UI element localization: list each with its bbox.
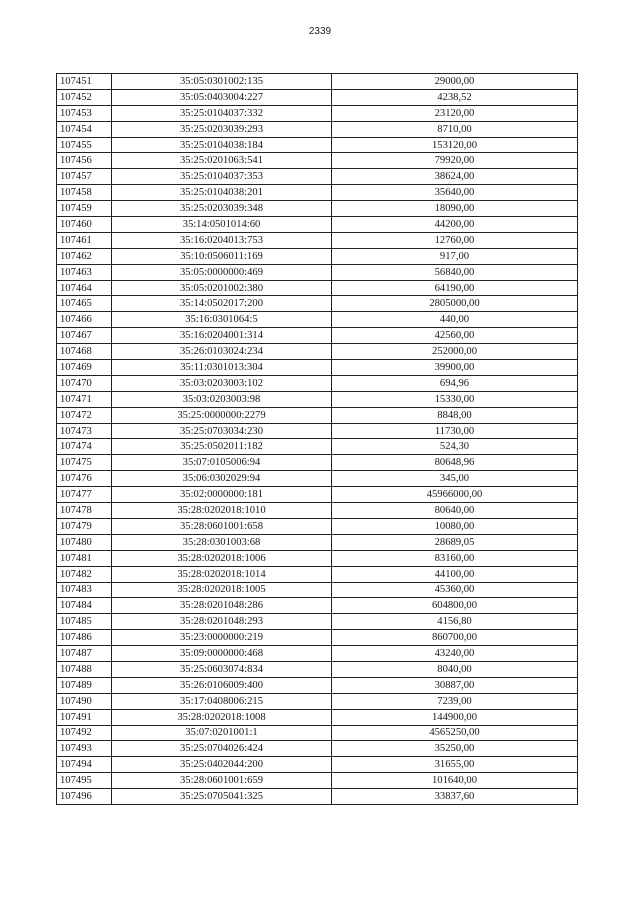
table-row <box>57 550 578 566</box>
table-row <box>57 677 578 693</box>
value-cell: 33837,60 <box>332 789 578 805</box>
table-row <box>57 137 578 153</box>
table-row <box>57 296 578 312</box>
cadastral-number-cell: 35:28:0601001:658 <box>112 518 332 534</box>
table-row <box>57 248 578 264</box>
cadastral-number-cell: 35:07:0105006:94 <box>112 455 332 471</box>
row-number-cell: 107473 <box>57 423 112 439</box>
table-row <box>57 423 578 439</box>
value-cell: 8040,00 <box>332 661 578 677</box>
table-row <box>57 614 578 630</box>
table-row <box>57 566 578 582</box>
value-cell: 39900,00 <box>332 360 578 376</box>
cadastral-number-cell: 35:25:0000000:2279 <box>112 407 332 423</box>
row-number-cell: 107493 <box>57 741 112 757</box>
value-cell: 917,00 <box>332 248 578 264</box>
value-cell: 345,00 <box>332 471 578 487</box>
value-cell: 80648,96 <box>332 455 578 471</box>
table-row <box>57 773 578 789</box>
cadastral-number-cell: 35:25:0402044:200 <box>112 757 332 773</box>
cadastral-number-cell: 35:25:0201063:541 <box>112 153 332 169</box>
row-number-cell: 107469 <box>57 360 112 376</box>
table-row <box>57 360 578 376</box>
table-row <box>57 741 578 757</box>
table-row <box>57 344 578 360</box>
row-number-cell: 107495 <box>57 773 112 789</box>
row-number-cell: 107463 <box>57 264 112 280</box>
row-number-cell: 107491 <box>57 709 112 725</box>
cadastral-number-cell: 35:02:0000000:181 <box>112 487 332 503</box>
row-number-cell: 107480 <box>57 534 112 550</box>
value-cell: 4238,52 <box>332 89 578 105</box>
row-number-cell: 107475 <box>57 455 112 471</box>
cadastral-number-cell: 35:25:0104038:201 <box>112 185 332 201</box>
row-number-cell: 107479 <box>57 518 112 534</box>
cadastral-number-cell: 35:05:0201002:380 <box>112 280 332 296</box>
row-number-cell: 107496 <box>57 789 112 805</box>
row-number-cell: 107494 <box>57 757 112 773</box>
value-cell: 43240,00 <box>332 646 578 662</box>
row-number-cell: 107472 <box>57 407 112 423</box>
value-cell: 604800,00 <box>332 598 578 614</box>
row-number-cell: 107484 <box>57 598 112 614</box>
cadastral-number-cell: 35:14:0501014:60 <box>112 217 332 233</box>
value-cell: 80640,00 <box>332 503 578 519</box>
row-number-cell: 107477 <box>57 487 112 503</box>
value-cell: 153120,00 <box>332 137 578 153</box>
table-row <box>57 725 578 741</box>
row-number-cell: 107486 <box>57 630 112 646</box>
table-row <box>57 534 578 550</box>
value-cell: 30887,00 <box>332 677 578 693</box>
table-row <box>57 217 578 233</box>
table-row <box>57 153 578 169</box>
row-number-cell: 107478 <box>57 503 112 519</box>
table-row <box>57 280 578 296</box>
row-number-cell: 107453 <box>57 105 112 121</box>
cadastral-number-cell: 35:06:0302029:94 <box>112 471 332 487</box>
table-row <box>57 121 578 137</box>
table-row <box>57 630 578 646</box>
table-row <box>57 407 578 423</box>
row-number-cell: 107489 <box>57 677 112 693</box>
row-number-cell: 107457 <box>57 169 112 185</box>
cadastral-number-cell: 35:25:0603074:834 <box>112 661 332 677</box>
cadastral-number-cell: 35:25:0104037:353 <box>112 169 332 185</box>
cadastral-number-cell: 35:03:0203003:98 <box>112 391 332 407</box>
cadastral-number-cell: 35:25:0705041:325 <box>112 789 332 805</box>
cadastral-number-cell: 35:11:0301013:304 <box>112 360 332 376</box>
cadastral-number-cell: 35:17:0408006:215 <box>112 693 332 709</box>
row-number-cell: 107454 <box>57 121 112 137</box>
value-cell: 44100,00 <box>332 566 578 582</box>
cadastral-number-cell: 35:07:0201001:1 <box>112 725 332 741</box>
row-number-cell: 107458 <box>57 185 112 201</box>
row-number-cell: 107488 <box>57 661 112 677</box>
cadastral-number-cell: 35:28:0202018:1014 <box>112 566 332 582</box>
table-row <box>57 375 578 391</box>
row-number-cell: 107476 <box>57 471 112 487</box>
cadastral-number-cell: 35:05:0301002:135 <box>112 74 332 90</box>
value-cell: 38624,00 <box>332 169 578 185</box>
row-number-cell: 107462 <box>57 248 112 264</box>
table-row <box>57 455 578 471</box>
row-number-cell: 107474 <box>57 439 112 455</box>
value-cell: 35250,00 <box>332 741 578 757</box>
value-cell: 31655,00 <box>332 757 578 773</box>
cadastral-number-cell: 35:16:0204013:753 <box>112 232 332 248</box>
value-cell: 35640,00 <box>332 185 578 201</box>
row-number-cell: 107481 <box>57 550 112 566</box>
value-cell: 79920,00 <box>332 153 578 169</box>
value-cell: 83160,00 <box>332 550 578 566</box>
registry-table-body <box>57 74 578 805</box>
value-cell: 15330,00 <box>332 391 578 407</box>
row-number-cell: 107482 <box>57 566 112 582</box>
table-row <box>57 646 578 662</box>
table-row <box>57 693 578 709</box>
table-row <box>57 105 578 121</box>
cadastral-number-cell: 35:09:0000000:468 <box>112 646 332 662</box>
table-row <box>57 582 578 598</box>
cadastral-number-cell: 35:05:0000000:469 <box>112 264 332 280</box>
row-number-cell: 107468 <box>57 344 112 360</box>
table-row <box>57 487 578 503</box>
value-cell: 23120,00 <box>332 105 578 121</box>
row-number-cell: 107483 <box>57 582 112 598</box>
cadastral-number-cell: 35:26:0106009:400 <box>112 677 332 693</box>
value-cell: 252000,00 <box>332 344 578 360</box>
cadastral-number-cell: 35:28:0201048:293 <box>112 614 332 630</box>
cadastral-number-cell: 35:16:0204001:314 <box>112 328 332 344</box>
row-number-cell: 107455 <box>57 137 112 153</box>
cadastral-number-cell: 35:28:0202018:1006 <box>112 550 332 566</box>
table-row <box>57 89 578 105</box>
cadastral-number-cell: 35:25:0703034:230 <box>112 423 332 439</box>
value-cell: 10080,00 <box>332 518 578 534</box>
table-row <box>57 185 578 201</box>
value-cell: 101640,00 <box>332 773 578 789</box>
cadastral-number-cell: 35:25:0203039:293 <box>112 121 332 137</box>
row-number-cell: 107492 <box>57 725 112 741</box>
row-number-cell: 107466 <box>57 312 112 328</box>
value-cell: 694,96 <box>332 375 578 391</box>
table-row <box>57 328 578 344</box>
cadastral-number-cell: 35:25:0502011:182 <box>112 439 332 455</box>
value-cell: 12760,00 <box>332 232 578 248</box>
value-cell: 28689,05 <box>332 534 578 550</box>
table-row <box>57 789 578 805</box>
value-cell: 29000,00 <box>332 74 578 90</box>
value-cell: 42560,00 <box>332 328 578 344</box>
table-row <box>57 312 578 328</box>
value-cell: 7239,00 <box>332 693 578 709</box>
value-cell: 524,30 <box>332 439 578 455</box>
cadastral-number-cell: 35:25:0104038:184 <box>112 137 332 153</box>
table-row <box>57 74 578 90</box>
table-row <box>57 598 578 614</box>
row-number-cell: 107465 <box>57 296 112 312</box>
value-cell: 8710,00 <box>332 121 578 137</box>
cadastral-number-cell: 35:26:0103024:234 <box>112 344 332 360</box>
value-cell: 4156,80 <box>332 614 578 630</box>
row-number-cell: 107487 <box>57 646 112 662</box>
table-row <box>57 471 578 487</box>
cadastral-number-cell: 35:28:0202018:1005 <box>112 582 332 598</box>
value-cell: 44200,00 <box>332 217 578 233</box>
value-cell: 144900,00 <box>332 709 578 725</box>
registry-table <box>56 73 578 805</box>
cadastral-number-cell: 35:25:0203039:348 <box>112 201 332 217</box>
value-cell: 45360,00 <box>332 582 578 598</box>
table-row <box>57 232 578 248</box>
value-cell: 18090,00 <box>332 201 578 217</box>
cadastral-number-cell: 35:28:0202018:1008 <box>112 709 332 725</box>
value-cell: 860700,00 <box>332 630 578 646</box>
cadastral-number-cell: 35:23:0000000:219 <box>112 630 332 646</box>
page-number: 2339 <box>308 26 332 37</box>
table-row <box>57 757 578 773</box>
row-number-cell: 107464 <box>57 280 112 296</box>
table-row <box>57 503 578 519</box>
row-number-cell: 107456 <box>57 153 112 169</box>
table-row <box>57 169 578 185</box>
cadastral-number-cell: 35:14:0502017:200 <box>112 296 332 312</box>
cadastral-number-cell: 35:28:0201048:286 <box>112 598 332 614</box>
cadastral-number-cell: 35:05:0403004:227 <box>112 89 332 105</box>
cadastral-number-cell: 35:03:0203003:102 <box>112 375 332 391</box>
cadastral-number-cell: 35:10:0506011:169 <box>112 248 332 264</box>
row-number-cell: 107470 <box>57 375 112 391</box>
value-cell: 440,00 <box>332 312 578 328</box>
row-number-cell: 107461 <box>57 232 112 248</box>
value-cell: 8848,00 <box>332 407 578 423</box>
row-number-cell: 107459 <box>57 201 112 217</box>
cadastral-number-cell: 35:28:0301003:68 <box>112 534 332 550</box>
table-row <box>57 518 578 534</box>
cadastral-number-cell: 35:28:0601001:659 <box>112 773 332 789</box>
row-number-cell: 107460 <box>57 217 112 233</box>
cadastral-number-cell: 35:16:0301064:5 <box>112 312 332 328</box>
value-cell: 64190,00 <box>332 280 578 296</box>
row-number-cell: 107471 <box>57 391 112 407</box>
table-row <box>57 264 578 280</box>
row-number-cell: 107451 <box>57 74 112 90</box>
table-row <box>57 709 578 725</box>
value-cell: 56840,00 <box>332 264 578 280</box>
cadastral-number-cell: 35:25:0704026:424 <box>112 741 332 757</box>
value-cell: 4565250,00 <box>332 725 578 741</box>
cadastral-number-cell: 35:25:0104037:332 <box>112 105 332 121</box>
value-cell: 45966000,00 <box>332 487 578 503</box>
table-row <box>57 439 578 455</box>
table-row <box>57 201 578 217</box>
value-cell: 11730,00 <box>332 423 578 439</box>
row-number-cell: 107452 <box>57 89 112 105</box>
table-row <box>57 661 578 677</box>
cadastral-number-cell: 35:28:0202018:1010 <box>112 503 332 519</box>
row-number-cell: 107490 <box>57 693 112 709</box>
row-number-cell: 107485 <box>57 614 112 630</box>
value-cell: 2805000,00 <box>332 296 578 312</box>
row-number-cell: 107467 <box>57 328 112 344</box>
table-row <box>57 391 578 407</box>
